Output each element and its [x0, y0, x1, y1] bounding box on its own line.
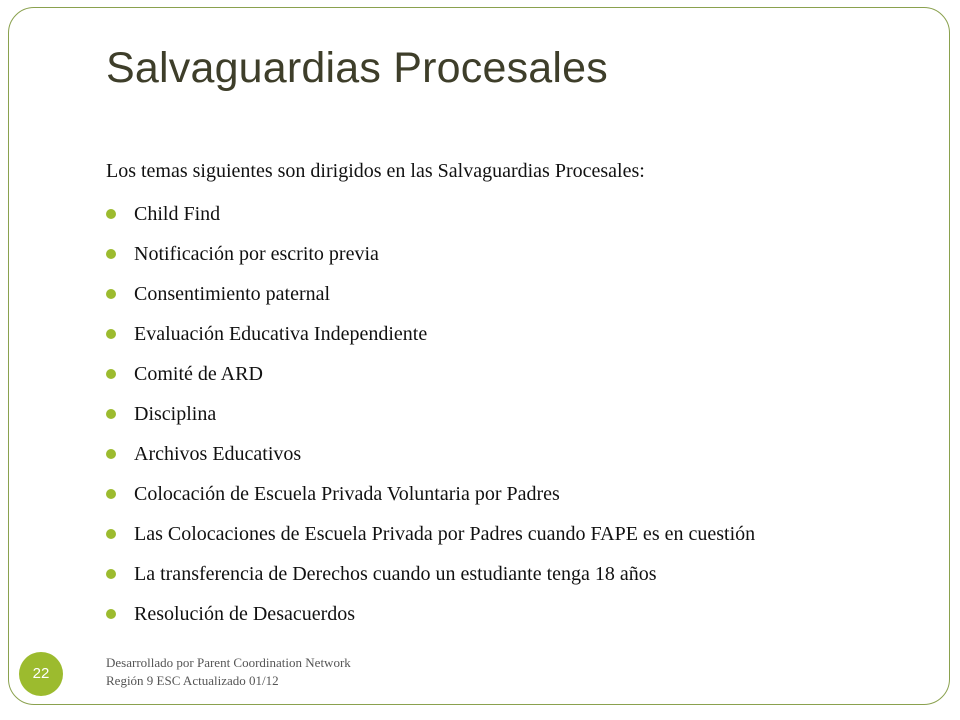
topic-label: Disciplina [134, 403, 217, 425]
topic-label: Las Colocaciones de Escuela Privada por Padres cuando FAPE es en cuestión [134, 523, 756, 545]
topic-item [106, 520, 755, 560]
bullet-icon [106, 609, 116, 619]
footer-region: Región 9 ESC Actualizado 01/12 [106, 673, 279, 688]
topic-list [106, 200, 755, 640]
bullet-icon [106, 289, 116, 299]
bullet-icon [106, 449, 116, 459]
topic-label: Evaluación Educativa Independiente [134, 323, 428, 345]
footer-credit: Desarrollado por Parent Coordination Network [106, 655, 351, 670]
topic-label: Archivos Educativos [134, 443, 302, 465]
bullet-icon [106, 489, 116, 499]
topic-label: Notificación por escrito previa [134, 243, 379, 265]
topic-item [106, 560, 755, 600]
bullet-icon [106, 369, 116, 379]
topic-label: Resolución de Desacuerdos [134, 603, 356, 625]
slide-title: Salvaguardias Procesales [106, 44, 608, 92]
topic-item [106, 360, 755, 400]
topic-item [106, 600, 755, 640]
topic-label: Colocación de Escuela Privada Voluntaria por Padres [134, 483, 560, 505]
bullet-icon [106, 409, 116, 419]
topic-item [106, 480, 755, 520]
bullet-icon [106, 209, 116, 219]
footer [106, 654, 351, 690]
topic-item [106, 320, 755, 360]
topic-label: Consentimiento paternal [134, 283, 331, 305]
topic-item [106, 200, 755, 240]
bullet-icon [106, 329, 116, 339]
topic-item [106, 240, 755, 280]
bullet-icon [106, 529, 116, 539]
topic-label: La transferencia de Derechos cuando un estudiante tenga 18 años [134, 563, 657, 585]
topic-item [106, 280, 755, 320]
topic-item [106, 440, 755, 480]
bullet-icon [106, 249, 116, 259]
topic-label: Comité de ARD [134, 363, 263, 385]
bullet-icon [106, 569, 116, 579]
intro-text: Los temas siguientes son dirigidos en las Salvaguardias Procesales: [106, 160, 645, 182]
topic-item [106, 400, 755, 440]
page-number-badge: 22 [19, 652, 63, 696]
topic-label: Child Find [134, 203, 221, 225]
